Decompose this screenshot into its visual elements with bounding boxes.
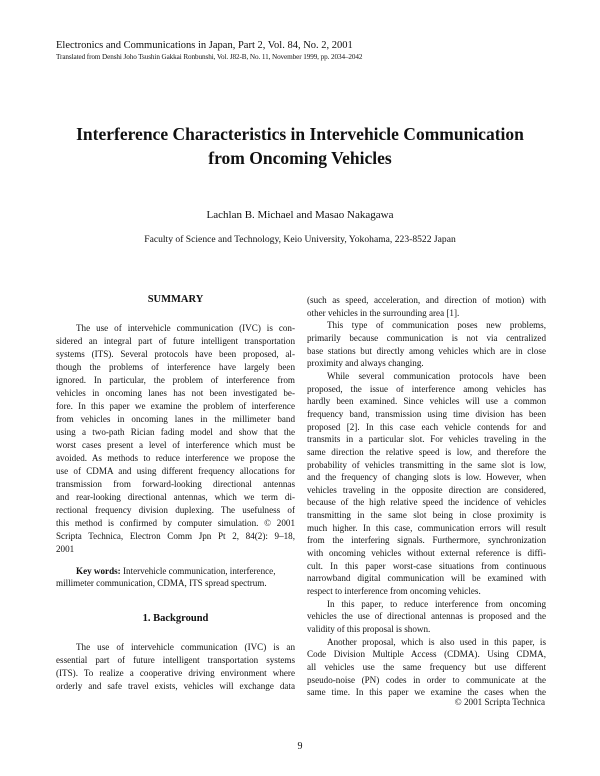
body-line: While several communication protocols have been <box>327 370 546 381</box>
body-line: other vehicles in the surrounding area [1]. <box>307 307 460 318</box>
body-line: Code Division Multiple Access (CDMA). Using CDMA, <box>307 649 546 660</box>
body-line: In this paper, to reduce interference from oncoming <box>327 598 546 609</box>
page-number: 9 <box>297 741 303 752</box>
summary-line: vehicles in oncoming lanes has not been investigated be- <box>56 388 295 398</box>
summary-line: ignored. In particular, the problem of interference from <box>56 375 295 385</box>
body-line: and the frequency of changing slots is low. However, when <box>307 472 546 483</box>
body-line: pseudo-noise (PN) codes in order to communicate at the <box>307 674 546 685</box>
body-line: proximity and always changing. <box>307 358 424 369</box>
background-line: essential part of future intelligent transportation systems <box>56 655 295 665</box>
body-line: narrowband digital communication will be examined with <box>307 573 546 584</box>
background-line: The use of intervehicle communication (IVC) is an <box>76 642 295 652</box>
body-line: Another proposal, which is also used in this paper, is <box>327 636 546 647</box>
affiliation: Faculty of Science and Technology, Keio University, Yokohama, 223-8522 Japan <box>144 234 456 245</box>
summary-line: from vehicles in oncoming lanes in the millimeter band <box>56 414 295 424</box>
summary-line: 2001 <box>56 544 75 554</box>
body-line: (such as speed, acceleration, and direction of motion) with <box>307 295 546 305</box>
background-line: orderly and safe travel exists, vehicles will exchange data <box>56 681 295 691</box>
summary-line: Scripta Technica, Electron Comm Jpn Pt 2, 84(2): 9–18, <box>56 531 295 541</box>
body-line: because of the high relative speed the incidence of vehicles <box>307 497 546 508</box>
body-line: from the interfering signals. Furthermore, synchronization <box>307 535 546 546</box>
translation-source: Translated from Denshi Joho Tsushin Gakkai Ronbunshi, Vol. J82-B, No. 11, November 1999, pp. 2034–2042 <box>56 53 363 61</box>
paper-title-line-2: from Oncoming Vehicles <box>208 148 392 168</box>
summary-line: fore. In this paper we examine the problem of interference <box>56 401 295 411</box>
keywords-label: Key words: <box>76 566 121 576</box>
summary-line: this method is confirmed by computer simulation. © 2001 <box>56 518 295 528</box>
body-line: hardly been examined. Since vehicles will use a common <box>307 396 546 407</box>
body-line: respect to interference from oncoming vehicles. <box>307 586 481 596</box>
journal-citation: Electronics and Communications in Japan, Part 2, Vol. 84, No. 2, 2001 <box>56 40 353 51</box>
summary-line: sidered an integral part of future intelligent transportation <box>56 336 295 346</box>
summary-heading: SUMMARY <box>147 294 204 305</box>
body-line: vehicles traveling in the opposite direction are considered, <box>307 484 546 495</box>
summary-line: worst cases present a level of interference which must be <box>56 440 295 450</box>
background-heading: 1. Background <box>142 613 209 624</box>
summary-line: using a two-path Rician fading model and show that the <box>56 427 295 437</box>
keywords-text: Intervehicle communication, interference, <box>120 566 276 576</box>
summary-line: transmission from forward-looking directional antennas <box>56 479 295 489</box>
body-line: frequency band, transmission using time division has been <box>307 408 546 419</box>
body-line: proposed, the issue of interference among vehicles has <box>307 383 546 394</box>
body-line: transmitting in the same slot being in close proximity is <box>307 510 546 521</box>
summary-line: and rear-looking directional antennas, which we term di- <box>56 492 295 502</box>
copyright-notice: © 2001 Scripta Technica <box>454 697 545 707</box>
body-line: transmits in a particular slot. For vehicles traveling in the <box>307 434 546 445</box>
body-line: with oncoming vehicles without external reference is diffi- <box>307 548 546 558</box>
body-line: same time. In this paper we examine the cases when the <box>307 687 546 698</box>
summary-line: avoided. As methods to reduce interference we propose the <box>56 453 295 463</box>
body-line: This type of communication poses new problems, <box>327 320 546 331</box>
body-line: all vehicles use the same frequency but use different <box>307 661 546 672</box>
keywords-line-2: millimeter communication, CDMA, ITS spread spectrum. <box>56 578 267 588</box>
body-line: proposed [2]. In this case each vehicle contends for and <box>307 421 546 432</box>
authors: Lachlan B. Michael and Masao Nakagawa <box>206 209 394 221</box>
background-line: (ITS). To realize a cooperative driving environment where <box>56 668 295 678</box>
summary-line: though the problems of interference have largely been <box>56 362 295 372</box>
body-line: vehicles the use of directional antennas is proposed and the <box>307 611 546 622</box>
body-line: base stations but directly among vehicles which are in close <box>307 345 546 356</box>
summary-line: The use of intervehicle communication (IVC) is con- <box>76 323 295 333</box>
body-line: same direction the relative speed is low, and therefore the <box>307 446 546 457</box>
body-line: probability of vehicles transmitting in the same slot is low, <box>307 459 546 470</box>
body-line: much higher. In this case, communication errors will result <box>307 522 546 533</box>
body-line: validity of this proposal is shown. <box>307 623 431 634</box>
summary-line: use of CDMA and using different frequency allocations for <box>56 466 295 476</box>
summary-line: systems (ITS). Several protocols have been proposed, al- <box>56 349 295 359</box>
summary-line: rectional frequency division duplexing. The usefulness of <box>56 505 295 515</box>
body-line: cult. In this paper worst-case situations from continuous <box>307 560 546 571</box>
body-line: primarily because communication is not via centralized <box>307 332 546 343</box>
paper-title-line-1: Interference Characteristics in Intervehicle Communication <box>76 124 524 144</box>
